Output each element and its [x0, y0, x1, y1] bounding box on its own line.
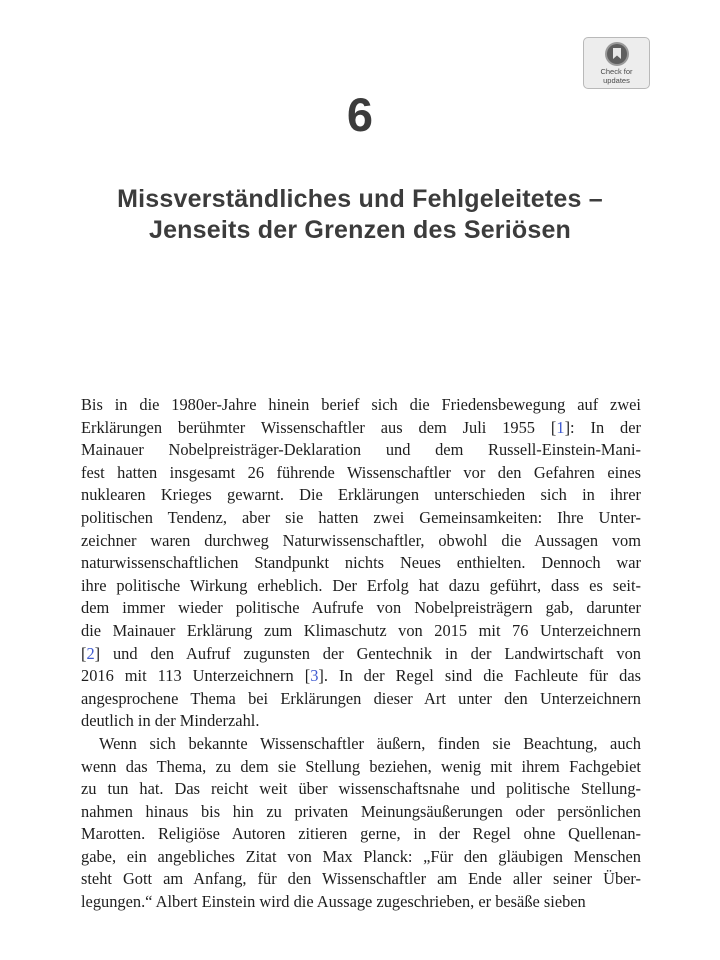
text-line: Bis in die 1980er-Jahre hinein berief sich die Friedensbewegung auf zwei	[81, 395, 641, 414]
text-line: ihre politische Wirkung erheblich. Der Erfolg hat dazu geführt, dass es seit-	[81, 575, 641, 595]
citation-bracket: [	[304, 666, 311, 686]
citation-bracket: [	[550, 417, 557, 437]
text-line: [2] und den Aufruf zugunsten der Gentechnik in der Landwirtschaft von	[81, 643, 641, 663]
text-line: steht Gott am Anfang, für den Wissenschaftler am Ende aller seiner Über-	[81, 869, 641, 889]
citation-bracket: ]	[94, 643, 101, 663]
paragraph	[81, 394, 641, 733]
text-line: die Mainauer Erklärung zum Klimaschutz von 2015 mit 76 Unterzeichnern	[81, 620, 641, 640]
citation-bracket: ]	[318, 666, 324, 686]
text-line: Wenn sich bekannte Wissenschaftler äußern, finden sie Beachtung, auch	[99, 733, 641, 753]
text-line: angesprochene Thema bei Erklärungen dieser Art unter den Unterzeichnern	[81, 688, 641, 708]
text-line: fest hatten insgesamt 26 führende Wissenschaftler vor den Gefahren eines	[81, 462, 641, 482]
text-line: zeichner waren durchweg Naturwissenschaftler, obwohl die Aussagen vom	[81, 530, 641, 550]
citation-link[interactable]: 2	[86, 643, 95, 663]
check-for-updates-badge[interactable]	[583, 37, 650, 89]
text-line: wenn das Thema, zu dem sie Stellung beziehen, wenig mit ihrem Fachgebiet	[81, 756, 641, 776]
text-line: gabe, ein angebliches Zitat von Max Planck: „Für den gläubigen Menschen	[81, 846, 641, 866]
text-line: Mainauer Nobelpreisträger-Deklaration und dem Russell-Einstein-Mani-	[81, 440, 641, 460]
chapter-title-line1: Missverständliches und Fehlgeleitetes –	[117, 185, 603, 213]
chapter-title	[0, 184, 720, 246]
text-line: zu tun hat. Das reicht weit über wissenschaftsnahe und politische Stellung-	[81, 779, 641, 799]
text-line: naturwissenschaftlichen Standpunkt nichts Neues enthielten. Dennoch war	[81, 553, 641, 573]
chapter-number: 6	[346, 88, 374, 141]
citation-link[interactable]: 3	[310, 666, 319, 686]
text-line: Erklärungen berühmter Wissenschaftler aus dem Juli 1955 [1]: In der	[81, 417, 641, 437]
chapter-title-line2: Jenseits der Grenzen des Seriösen	[148, 216, 572, 244]
citation-bracket: ]	[564, 417, 571, 437]
crossmark-icon	[604, 41, 630, 67]
text-line: nuklearen Krieges gewarnt. Die Erklärungen unterschieden sich in ihrer	[81, 485, 641, 505]
text-line: nahmen hinaus bis hin zu privaten Meinungsäußerungen oder persönlichen	[81, 801, 641, 821]
text-line: dem immer wieder politische Aufrufe von Nobelpreisträgern gab, darunter	[81, 598, 641, 618]
text-line: legungen.“ Albert Einstein wird die Aussage zugeschrieben, er besäße sieben	[81, 892, 586, 912]
text-line: 2016 mit 113 Unterzeichnern [3]. In der Regel sind die Fachleute für das	[81, 666, 641, 686]
paragraph	[81, 733, 641, 914]
citation-bracket: [	[81, 643, 87, 663]
text-line: Marotten. Religiöse Autoren zitieren gerne, in der Regel ohne Quellenan-	[81, 824, 641, 844]
body-text	[81, 394, 641, 914]
text-line: deutlich in der Minderzahl.	[81, 711, 260, 731]
badge-label: Check for updates	[600, 67, 633, 85]
text-line: politischen Tendenz, aber sie hatten zwei Gemeinsamkeiten: Ihre Unter-	[81, 507, 641, 527]
citation-link[interactable]: 1	[556, 417, 565, 437]
